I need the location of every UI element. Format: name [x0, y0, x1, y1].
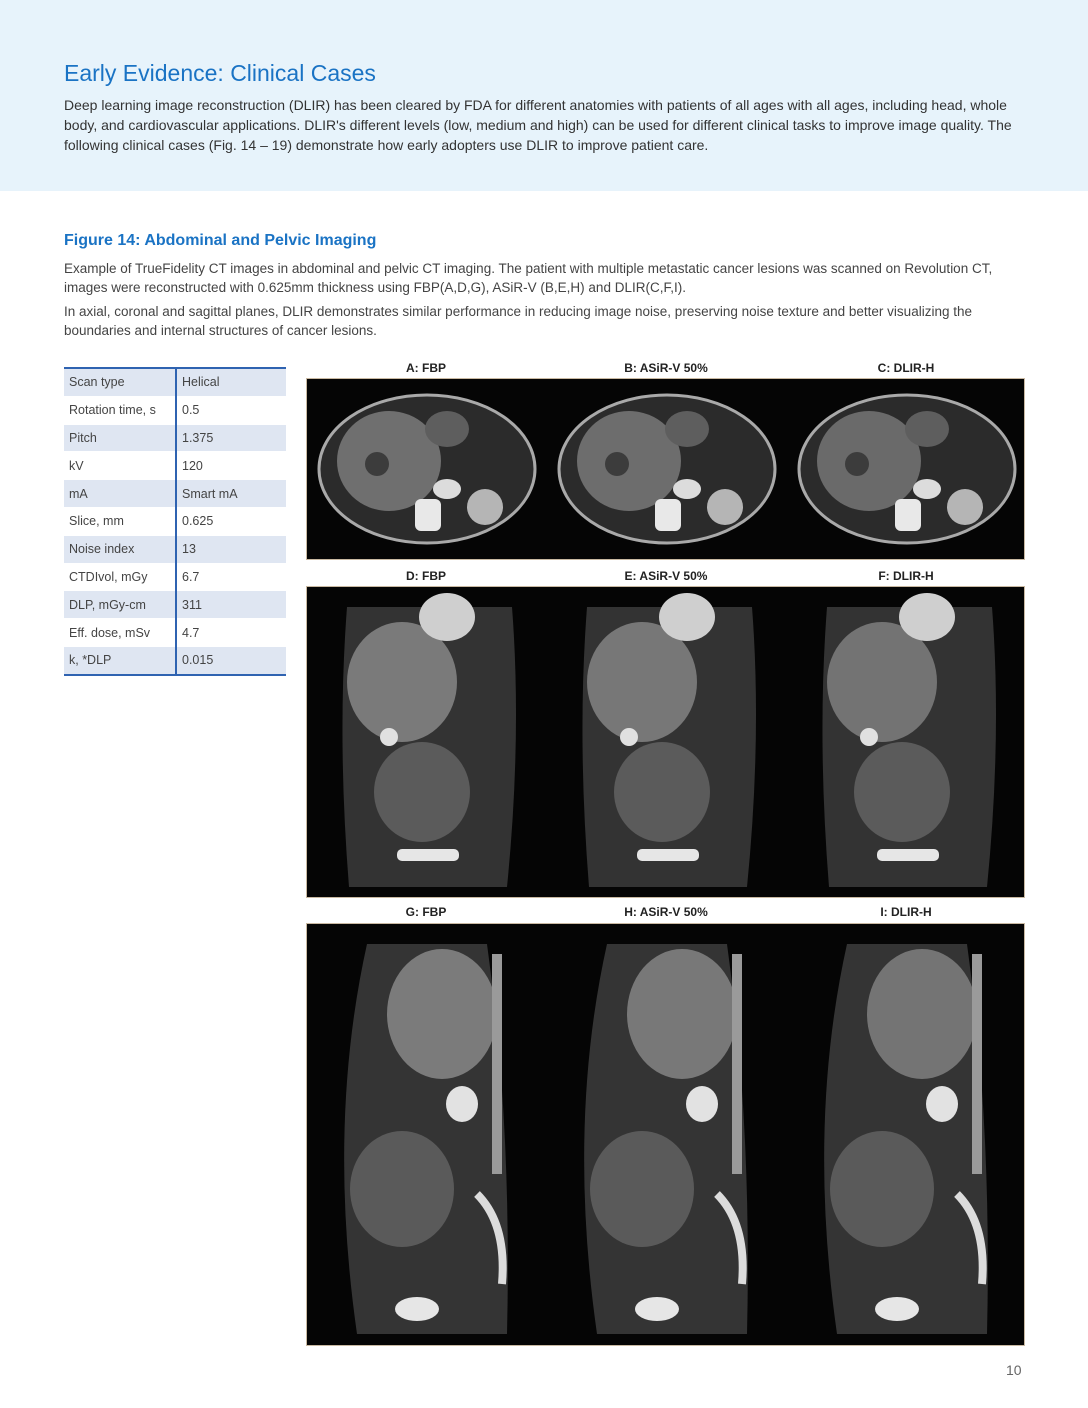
- param-name: Scan type: [64, 368, 176, 396]
- table-row: [64, 619, 286, 647]
- table-row: [64, 507, 286, 535]
- param-value: 120: [176, 452, 286, 480]
- param-name: Noise index: [64, 535, 176, 563]
- figure-findings: In axial, coronal and sagittal planes, DLIR demonstrates similar performance in reducing image noise, preserving noise texture and better visualizing the boundaries and internal structures of cancer lesions.: [64, 304, 972, 338]
- param-name: CTDIvol, mGy: [64, 563, 176, 591]
- scan-parameters-table: [64, 367, 286, 676]
- param-name: kV: [64, 452, 176, 480]
- sagittal-image-g: [344, 944, 508, 1334]
- label-c: C: DLIR-H: [877, 361, 935, 375]
- label-b: B: ASiR-V 50%: [624, 361, 708, 375]
- table-row: [64, 646, 286, 674]
- coronal-image-f: [822, 593, 996, 887]
- param-name: k, *DLP: [64, 646, 176, 674]
- param-value: 4.7: [176, 619, 286, 647]
- sagittal-image-h: [584, 944, 748, 1334]
- table-row: [64, 396, 286, 424]
- param-value: 1.375: [176, 424, 286, 452]
- param-value: Smart mA: [176, 480, 286, 508]
- param-name: mA: [64, 480, 176, 508]
- coronal-ct-panel: [306, 586, 1025, 898]
- label-e: E: ASiR-V 50%: [624, 569, 708, 583]
- label-f: F: DLIR-H: [878, 569, 934, 583]
- label-a: A: FBP: [406, 361, 446, 375]
- axial-image-a: [319, 395, 535, 543]
- table-row: [64, 424, 286, 452]
- param-value: 0.5: [176, 396, 286, 424]
- coronal-image-e: [582, 593, 756, 887]
- param-name: Rotation time, s: [64, 396, 176, 424]
- axial-ct-panel: [306, 378, 1025, 560]
- sagittal-image-i: [824, 944, 988, 1334]
- axial-image-b: [559, 395, 775, 543]
- param-value: 0.625: [176, 507, 286, 535]
- label-h: H: ASiR-V 50%: [624, 905, 708, 919]
- page-number: 10: [1006, 1362, 1022, 1378]
- section-title: Early Evidence: Clinical Cases: [64, 60, 376, 86]
- axial-image-c: [799, 395, 1015, 543]
- table-row: [64, 480, 286, 508]
- param-value: 0.015: [176, 646, 286, 674]
- param-name: DLP, mGy-cm: [64, 591, 176, 619]
- label-g: G: FBP: [405, 905, 447, 919]
- param-name: Pitch: [64, 424, 176, 452]
- label-d: D: FBP: [406, 569, 446, 583]
- param-value: 311: [176, 591, 286, 619]
- table-row: [64, 452, 286, 480]
- table-row: [64, 535, 286, 563]
- param-name: Eff. dose, mSv: [64, 619, 176, 647]
- section-intro: Deep learning image reconstruction (DLIR) has been cleared by FDA for different anatomies with patients of all ages with all ages, including head, whole body, and cardiovascular applications. DLIR's different levels (low, medium and high) can be used for different clinical tasks to improve image quality. The following clinical cases (Fig. 14 – 19) demonstrate how early adopters use DLIR to improve patient care.: [64, 97, 1012, 153]
- param-value: 6.7: [176, 563, 286, 591]
- figure-description: Example of TrueFidelity CT images in abdominal and pelvic CT imaging. The patient with multiple metastatic cancer lesions was scanned on Revolution CT, images were reconstructed with 0.625mm thickness using FBP(A,D,G), ASiR-V (B,E,H) and DLIR(C,F,I).: [64, 261, 993, 295]
- param-value: Helical: [176, 368, 286, 396]
- sagittal-ct-panel: [306, 923, 1025, 1346]
- param-value: 13: [176, 535, 286, 563]
- figure-title: Figure 14: Abdominal and Pelvic Imaging: [64, 232, 377, 249]
- label-i: I: DLIR-H: [880, 905, 932, 919]
- table-row: [64, 368, 286, 396]
- table-row: [64, 591, 286, 619]
- coronal-image-d: [342, 593, 516, 887]
- param-name: Slice, mm: [64, 507, 176, 535]
- table-row: [64, 563, 286, 591]
